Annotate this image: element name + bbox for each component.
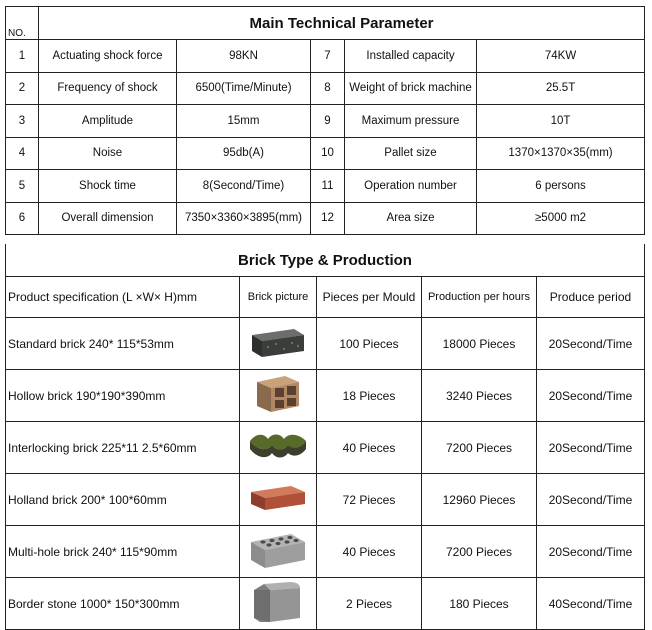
header-period: Produce period — [537, 277, 645, 318]
param-row — [6, 137, 645, 170]
header-picture: Brick picture — [240, 277, 317, 318]
brick-row — [6, 422, 645, 474]
brick-picture-cell — [240, 526, 317, 578]
param-cell-k1: Overall dimension — [39, 202, 177, 235]
brick-row — [6, 578, 645, 630]
param-cell-k1: Noise — [39, 137, 177, 170]
param-row — [6, 170, 645, 203]
brick-pieces: 100 Pieces — [317, 318, 422, 370]
param-rows — [6, 40, 645, 235]
param-cell-v1: 98KN — [177, 40, 311, 73]
brick-picture-cell — [240, 318, 317, 370]
brick-pieces: 72 Pieces — [317, 474, 422, 526]
brick-production: 7200 Pieces — [422, 422, 537, 474]
param-cell-k2: Area size — [345, 202, 477, 235]
brick-picture-cell — [240, 474, 317, 526]
brick-production: 12960 Pieces — [422, 474, 537, 526]
param-row — [6, 72, 645, 105]
param-cell-n1: 5 — [6, 170, 39, 203]
brick-spec: Standard brick 240* 115*53mm — [6, 318, 240, 370]
brick-period: 20Second/Time — [537, 370, 645, 422]
brick-production: 3240 Pieces — [422, 370, 537, 422]
param-row — [6, 202, 645, 235]
param-cell-n1: 2 — [6, 72, 39, 105]
brick-production: 18000 Pieces — [422, 318, 537, 370]
brick-table-title: Brick Type & Production — [6, 244, 645, 277]
param-cell-n2: 7 — [311, 40, 345, 73]
brick-spec: Holland brick 200* 100*60mm — [6, 474, 240, 526]
brick-picture-cell — [240, 370, 317, 422]
brick-picture-cell — [240, 422, 317, 474]
param-cell-n2: 8 — [311, 72, 345, 105]
header-production: Production per hours — [422, 277, 537, 318]
param-cell-k2: Pallet size — [345, 137, 477, 170]
multi-hole-brick-icon — [240, 530, 316, 573]
param-cell-n1: 6 — [6, 202, 39, 235]
param-cell-n2: 12 — [311, 202, 345, 235]
brick-picture-cell — [240, 578, 317, 630]
header-spec: Product specification (L ×W× H)mm — [6, 277, 240, 318]
brick-row — [6, 526, 645, 578]
param-cell-n2: 11 — [311, 170, 345, 203]
param-cell-k2: Operation number — [345, 170, 477, 203]
hollow-brick-icon — [240, 374, 316, 417]
brick-production: 7200 Pieces — [422, 526, 537, 578]
param-cell-k2: Installed capacity — [345, 40, 477, 73]
param-cell-n1: 1 — [6, 40, 39, 73]
param-cell-n2: 10 — [311, 137, 345, 170]
param-cell-v2: 6 persons — [477, 170, 645, 203]
param-cell-k1: Frequency of shock — [39, 72, 177, 105]
no-column-label: NO. — [6, 7, 39, 40]
param-row — [6, 105, 645, 138]
param-cell-v2: 25.5T — [477, 72, 645, 105]
brick-row — [6, 474, 645, 526]
standard-brick-icon — [240, 325, 316, 362]
brick-row — [6, 318, 645, 370]
brick-rows — [6, 318, 645, 630]
brick-spec: Hollow brick 190*190*390mm — [6, 370, 240, 422]
brick-pieces: 40 Pieces — [317, 526, 422, 578]
holland-brick-icon — [240, 482, 316, 517]
brick-pieces: 18 Pieces — [317, 370, 422, 422]
brick-spec: Border stone 1000* 150*300mm — [6, 578, 240, 630]
param-cell-v2: 1370×1370×35(mm) — [477, 137, 645, 170]
brick-production: 180 Pieces — [422, 578, 537, 630]
brick-row — [6, 370, 645, 422]
brick-period: 20Second/Time — [537, 526, 645, 578]
param-cell-v1: 6500(Time/Minute) — [177, 72, 311, 105]
param-cell-k1: Shock time — [39, 170, 177, 203]
param-cell-v2: 74KW — [477, 40, 645, 73]
param-cell-k2: Maximum pressure — [345, 105, 477, 138]
brick-production-table — [5, 244, 645, 630]
brick-period: 20Second/Time — [537, 318, 645, 370]
brick-pieces: 40 Pieces — [317, 422, 422, 474]
param-cell-v1: 95db(A) — [177, 137, 311, 170]
param-cell-v1: 15mm — [177, 105, 311, 138]
brick-spec: Multi-hole brick 240* 115*90mm — [6, 526, 240, 578]
param-cell-v1: 7350×3360×3895(mm) — [177, 202, 311, 235]
brick-period: 20Second/Time — [537, 422, 645, 474]
brick-pieces: 2 Pieces — [317, 578, 422, 630]
border-stone-icon — [240, 580, 316, 627]
param-cell-n1: 3 — [6, 105, 39, 138]
brick-period: 20Second/Time — [537, 474, 645, 526]
param-cell-n2: 9 — [311, 105, 345, 138]
param-cell-v2: 10T — [477, 105, 645, 138]
header-pieces: Pieces per Mould — [317, 277, 422, 318]
main-parameter-table — [5, 6, 645, 235]
param-row — [6, 40, 645, 73]
param-cell-v2: ≥5000 m2 — [477, 202, 645, 235]
brick-period: 40Second/Time — [537, 578, 645, 630]
param-cell-k2: Weight of brick machine — [345, 72, 477, 105]
param-table-title: Main Technical Parameter — [39, 7, 645, 40]
param-cell-v1: 8(Second/Time) — [177, 170, 311, 203]
brick-spec: Interlocking brick 225*11 2.5*60mm — [6, 422, 240, 474]
param-cell-k1: Amplitude — [39, 105, 177, 138]
interlocking-brick-icon — [240, 429, 316, 466]
param-cell-k1: Actuating shock force — [39, 40, 177, 73]
param-cell-n1: 4 — [6, 137, 39, 170]
